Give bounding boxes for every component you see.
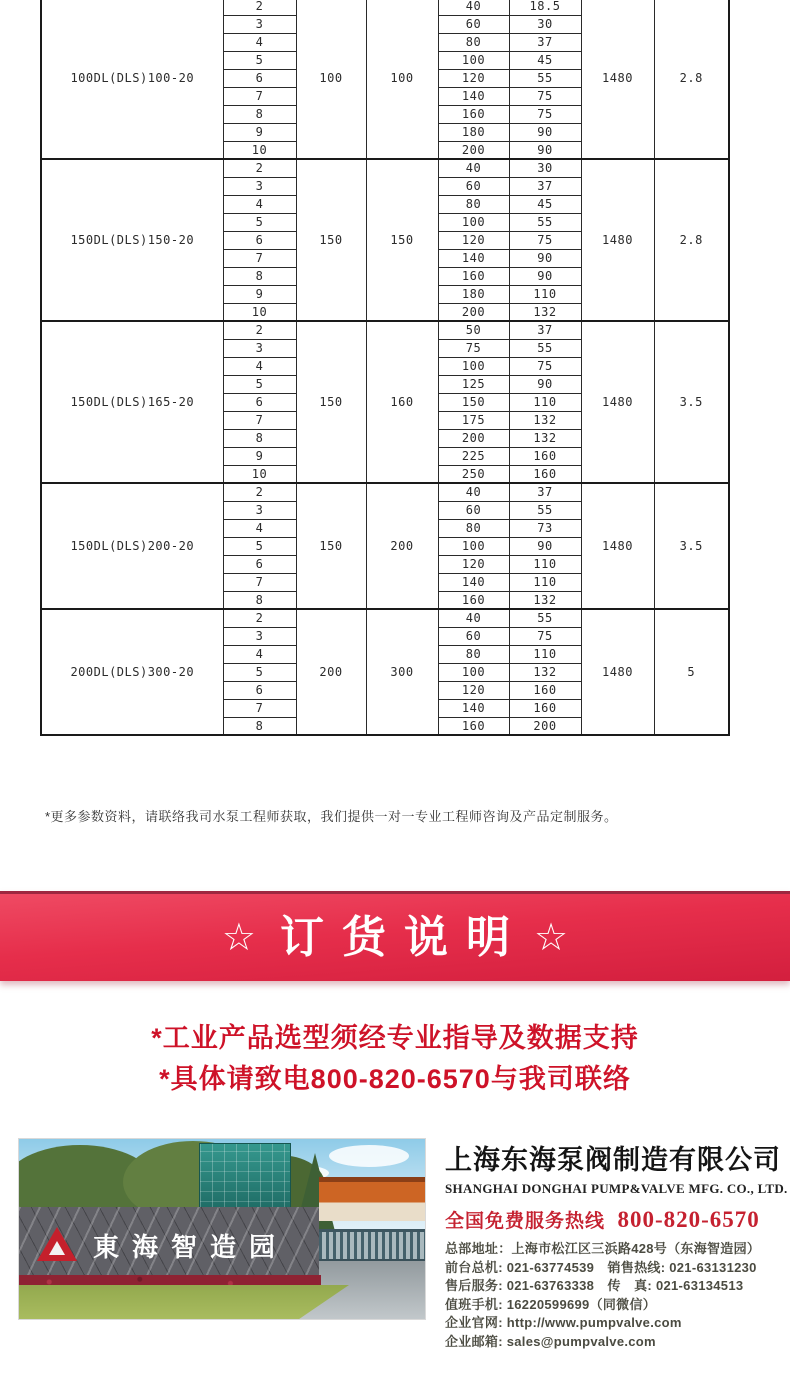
power-cell: 73 bbox=[509, 519, 581, 537]
power-cell: 30 bbox=[509, 15, 581, 33]
head-cell: 40 bbox=[438, 159, 509, 177]
orange-building bbox=[319, 1177, 426, 1221]
power-cell: 90 bbox=[509, 141, 581, 159]
power-cell: 37 bbox=[509, 483, 581, 501]
service-hotline bbox=[445, 1206, 787, 1233]
head-cell: 75 bbox=[438, 339, 509, 357]
contact-line: 值班手机: 16220599699（同微信） bbox=[445, 1296, 657, 1312]
power-cell: 110 bbox=[509, 393, 581, 411]
stage-cell: 5 bbox=[223, 537, 296, 555]
model-cell: 100DL(DLS)100-20 bbox=[41, 0, 223, 159]
stage-cell: 7 bbox=[223, 87, 296, 105]
head-cell: 140 bbox=[438, 87, 509, 105]
power-cell: 75 bbox=[509, 357, 581, 375]
stage-cell: 3 bbox=[223, 627, 296, 645]
stage-cell: 4 bbox=[223, 195, 296, 213]
power-cell: 160 bbox=[509, 699, 581, 717]
inlet-cell: 150 bbox=[296, 159, 366, 321]
head-cell: 120 bbox=[438, 681, 509, 699]
power-cell: 55 bbox=[509, 69, 581, 87]
model-cell: 150DL(DLS)165-20 bbox=[41, 321, 223, 483]
head-cell: 225 bbox=[438, 447, 509, 465]
pump-spec-table bbox=[40, 0, 730, 736]
outlet-cell: 300 bbox=[366, 609, 438, 735]
outlet-cell: 160 bbox=[366, 321, 438, 483]
cloud bbox=[329, 1145, 409, 1167]
head-cell: 40 bbox=[438, 609, 509, 627]
head-cell: 250 bbox=[438, 465, 509, 483]
head-cell: 160 bbox=[438, 717, 509, 735]
stage-cell: 4 bbox=[223, 33, 296, 51]
head-cell: 60 bbox=[438, 627, 509, 645]
speed-cell: 1480 bbox=[581, 483, 654, 609]
factory-gate bbox=[319, 1229, 426, 1261]
head-cell: 100 bbox=[438, 357, 509, 375]
stage-cell: 5 bbox=[223, 375, 296, 393]
power-cell: 90 bbox=[509, 123, 581, 141]
stage-cell: 9 bbox=[223, 123, 296, 141]
stage-cell: 6 bbox=[223, 555, 296, 573]
head-cell: 80 bbox=[438, 33, 509, 51]
stage-cell: 7 bbox=[223, 573, 296, 591]
contact-line: 企业邮箱: sales@pumpvalve.com bbox=[445, 1333, 656, 1349]
outlet-cell: 150 bbox=[366, 159, 438, 321]
stage-cell: 8 bbox=[223, 429, 296, 447]
head-cell: 100 bbox=[438, 663, 509, 681]
lawn bbox=[19, 1285, 349, 1320]
param-cell: 3.5 bbox=[654, 321, 729, 483]
param-cell: 3.5 bbox=[654, 483, 729, 609]
stage-cell: 2 bbox=[223, 609, 296, 627]
power-cell: 132 bbox=[509, 663, 581, 681]
power-cell: 37 bbox=[509, 321, 581, 339]
star-icon: ☆ bbox=[534, 916, 569, 959]
power-cell: 110 bbox=[509, 555, 581, 573]
head-cell: 160 bbox=[438, 591, 509, 609]
head-cell: 40 bbox=[438, 483, 509, 501]
stage-cell: 8 bbox=[223, 717, 296, 735]
head-cell: 120 bbox=[438, 231, 509, 249]
power-cell: 45 bbox=[509, 195, 581, 213]
head-cell: 100 bbox=[438, 537, 509, 555]
banner-title: 订货说明 bbox=[280, 912, 528, 962]
param-cell: 2.8 bbox=[654, 159, 729, 321]
table-row bbox=[41, 483, 729, 501]
power-cell: 75 bbox=[509, 87, 581, 105]
head-cell: 100 bbox=[438, 51, 509, 69]
power-cell: 200 bbox=[509, 717, 581, 735]
speed-cell: 1480 bbox=[581, 609, 654, 735]
stage-cell: 4 bbox=[223, 357, 296, 375]
inlet-cell: 100 bbox=[296, 0, 366, 159]
power-cell: 160 bbox=[509, 447, 581, 465]
power-cell: 30 bbox=[509, 159, 581, 177]
stage-cell: 10 bbox=[223, 141, 296, 159]
outlet-cell: 200 bbox=[366, 483, 438, 609]
company-info bbox=[445, 1138, 787, 1352]
head-cell: 80 bbox=[438, 519, 509, 537]
head-cell: 150 bbox=[438, 393, 509, 411]
power-cell: 90 bbox=[509, 249, 581, 267]
stage-cell: 2 bbox=[223, 159, 296, 177]
stage-cell: 7 bbox=[223, 249, 296, 267]
contact-line: 售后服务: 021-63763338 传 真: 021-63134513 bbox=[445, 1278, 744, 1294]
stage-cell: 5 bbox=[223, 663, 296, 681]
head-cell: 200 bbox=[438, 429, 509, 447]
power-cell: 37 bbox=[509, 33, 581, 51]
power-cell: 110 bbox=[509, 645, 581, 663]
power-cell: 90 bbox=[509, 375, 581, 393]
head-cell: 125 bbox=[438, 375, 509, 393]
head-cell: 50 bbox=[438, 321, 509, 339]
head-cell: 180 bbox=[438, 123, 509, 141]
speed-cell: 1480 bbox=[581, 321, 654, 483]
stage-cell: 2 bbox=[223, 321, 296, 339]
company-name: 上海东海泵阀制造有限公司 bbox=[445, 1145, 781, 1175]
head-cell: 200 bbox=[438, 303, 509, 321]
sign-wall bbox=[19, 1207, 319, 1281]
power-cell: 90 bbox=[509, 537, 581, 555]
stage-cell: 9 bbox=[223, 447, 296, 465]
stage-cell: 6 bbox=[223, 393, 296, 411]
table-row bbox=[41, 609, 729, 627]
power-cell: 55 bbox=[509, 501, 581, 519]
table-row bbox=[41, 321, 729, 339]
stage-cell: 6 bbox=[223, 681, 296, 699]
pump-spec-table-wrap bbox=[40, 0, 730, 736]
stage-cell: 3 bbox=[223, 15, 296, 33]
slogan-block bbox=[0, 1018, 790, 1100]
company-name-en: SHANGHAI DONGHAI PUMP&VALVE MFG. CO., LTD. bbox=[445, 1181, 788, 1196]
stage-cell: 7 bbox=[223, 411, 296, 429]
stage-cell: 10 bbox=[223, 465, 296, 483]
power-cell: 90 bbox=[509, 267, 581, 285]
head-cell: 160 bbox=[438, 267, 509, 285]
head-cell: 40 bbox=[438, 0, 509, 15]
head-cell: 120 bbox=[438, 555, 509, 573]
power-cell: 110 bbox=[509, 573, 581, 591]
head-cell: 100 bbox=[438, 213, 509, 231]
slogan-line-2: *具体请致电800-820-6570与我司联络 bbox=[159, 1064, 631, 1094]
hotline-label: 全国免费服务热线 bbox=[445, 1211, 606, 1232]
power-cell: 132 bbox=[509, 591, 581, 609]
power-cell: 110 bbox=[509, 285, 581, 303]
power-cell: 132 bbox=[509, 411, 581, 429]
stage-cell: 3 bbox=[223, 177, 296, 195]
head-cell: 175 bbox=[438, 411, 509, 429]
speed-cell: 1480 bbox=[581, 0, 654, 159]
head-cell: 140 bbox=[438, 249, 509, 267]
stage-cell: 10 bbox=[223, 303, 296, 321]
inlet-cell: 150 bbox=[296, 321, 366, 483]
stage-cell: 2 bbox=[223, 0, 296, 15]
power-cell: 55 bbox=[509, 609, 581, 627]
contact-line: 总部地址：上海市松江区三浜路428号（东海智造园） bbox=[445, 1241, 761, 1256]
head-cell: 60 bbox=[438, 177, 509, 195]
head-cell: 120 bbox=[438, 69, 509, 87]
stage-cell: 6 bbox=[223, 231, 296, 249]
power-cell: 75 bbox=[509, 627, 581, 645]
stage-cell: 2 bbox=[223, 483, 296, 501]
stage-cell: 5 bbox=[223, 51, 296, 69]
inlet-cell: 200 bbox=[296, 609, 366, 735]
head-cell: 60 bbox=[438, 501, 509, 519]
head-cell: 140 bbox=[438, 699, 509, 717]
head-cell: 80 bbox=[438, 645, 509, 663]
head-cell: 180 bbox=[438, 285, 509, 303]
gate-sign-text: 東海智造园 bbox=[93, 1232, 289, 1262]
table-row bbox=[41, 159, 729, 177]
stage-cell: 8 bbox=[223, 591, 296, 609]
head-cell: 60 bbox=[438, 15, 509, 33]
stage-cell: 3 bbox=[223, 501, 296, 519]
param-cell: 2.8 bbox=[654, 0, 729, 159]
hotline-number: 800-820-6570 bbox=[617, 1207, 760, 1232]
stage-cell: 8 bbox=[223, 105, 296, 123]
power-cell: 160 bbox=[509, 681, 581, 699]
head-cell: 160 bbox=[438, 105, 509, 123]
factory-photo bbox=[18, 1138, 426, 1320]
head-cell: 200 bbox=[438, 141, 509, 159]
stage-cell: 3 bbox=[223, 339, 296, 357]
power-cell: 75 bbox=[509, 105, 581, 123]
power-cell: 160 bbox=[509, 465, 581, 483]
speed-cell: 1480 bbox=[581, 159, 654, 321]
stage-cell: 6 bbox=[223, 69, 296, 87]
order-info-banner bbox=[0, 891, 790, 981]
contact-list bbox=[445, 1240, 787, 1352]
power-cell: 75 bbox=[509, 231, 581, 249]
power-cell: 45 bbox=[509, 51, 581, 69]
star-icon: ☆ bbox=[221, 916, 256, 959]
stage-cell: 5 bbox=[223, 213, 296, 231]
contact-line: 企业官网: http://www.pumpvalve.com bbox=[445, 1315, 682, 1331]
power-cell: 132 bbox=[509, 429, 581, 447]
power-cell: 55 bbox=[509, 213, 581, 231]
power-cell: 37 bbox=[509, 177, 581, 195]
glass-building bbox=[199, 1143, 291, 1213]
outlet-cell: 100 bbox=[366, 0, 438, 159]
model-cell: 200DL(DLS)300-20 bbox=[41, 609, 223, 735]
param-cell: 5 bbox=[654, 609, 729, 735]
model-cell: 150DL(DLS)200-20 bbox=[41, 483, 223, 609]
stage-cell: 7 bbox=[223, 699, 296, 717]
model-cell: 150DL(DLS)150-20 bbox=[41, 159, 223, 321]
power-cell: 132 bbox=[509, 303, 581, 321]
stage-cell: 4 bbox=[223, 519, 296, 537]
power-cell: 18.5 bbox=[509, 0, 581, 15]
power-cell: 55 bbox=[509, 339, 581, 357]
footnote-text: *更多参数资料，请联络我司水泵工程师获取，我们提供一对一专业工程师咨询及产品定制服务。 bbox=[45, 809, 618, 824]
stage-cell: 8 bbox=[223, 267, 296, 285]
head-cell: 140 bbox=[438, 573, 509, 591]
table-row bbox=[41, 0, 729, 15]
head-cell: 80 bbox=[438, 195, 509, 213]
inlet-cell: 150 bbox=[296, 483, 366, 609]
contact-line: 前台总机: 021-63774539 销售热线: 021-63131230 bbox=[445, 1259, 757, 1275]
slogan-line-1: *工业产品选型须经专业指导及数据支持 bbox=[151, 1023, 639, 1053]
stage-cell: 9 bbox=[223, 285, 296, 303]
stage-cell: 4 bbox=[223, 645, 296, 663]
